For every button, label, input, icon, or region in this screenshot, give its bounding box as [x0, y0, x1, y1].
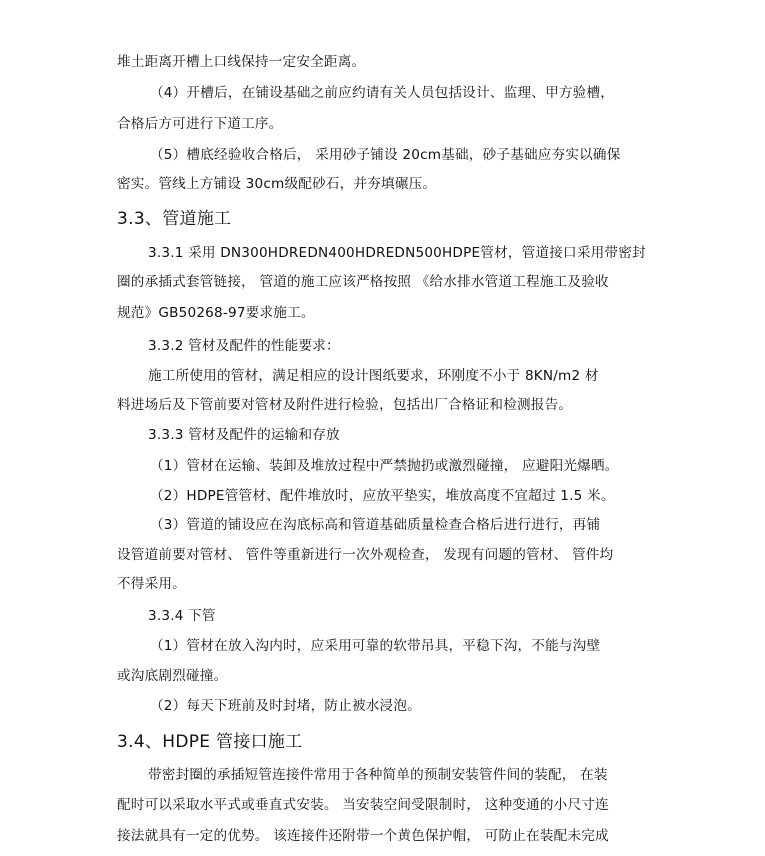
paragraph-line: （4）开槽后，在铺设基础之前应约请有关人员包括设计、监理、甲方验槽， — [150, 85, 615, 101]
subsection-title: 3.3.3 管材及配件的运输和存放 — [148, 427, 340, 443]
section-heading-3-4: 3.4、HDPE 管接口施工 — [117, 732, 303, 752]
subsection-title: 3.3.4 下管 — [148, 608, 216, 624]
paragraph-line: （2）HDPE管管材、配件堆放时，应放平垫实，堆放高度不宜超过 1.5 米。 — [150, 488, 615, 504]
paragraph-line: （1）管材在放入沟内时，应采用可靠的软带吊具，平稳下沟，不能与沟壁 — [150, 638, 601, 654]
paragraph-line: 3.3.1 采用 DN300HDREDN400HDREDN500HDPE管材，管道接口采用带密封 — [148, 245, 646, 261]
paragraph-line: 密实。管线上方铺设 30cm级配砂石，并夯填碾压。 — [117, 176, 437, 192]
paragraph-line: 不得采用。 — [117, 576, 186, 592]
paragraph-line: （1）管材在运输、装卸及堆放过程中严禁抛扔或激烈碰撞， 应避阳光爆晒。 — [150, 458, 619, 474]
subsection-title: 3.3.2 管材及配件的性能要求： — [148, 338, 340, 354]
paragraph-line: 或沟底剧烈碰撞。 — [117, 668, 228, 684]
paragraph-line: 设管道前要对管材、 管件等重新进行一次外观检查， 发现有问题的管材、 管件均 — [117, 547, 614, 563]
paragraph-line: 配时可以采取水平式或垂直式安装。 当安装空间受限制时， 这种变通的小尺寸连 — [117, 797, 609, 813]
paragraph-line: 施工所使用的管材，满足相应的设计图纸要求，环刚度不小于 8KN/m2 材 — [148, 368, 599, 384]
paragraph-line: 合格后方可进行下道工序。 — [117, 116, 283, 132]
section-heading-3-3: 3.3、管道施工 — [117, 209, 232, 229]
paragraph-line: 接法就具有一定的优势。 该连接件还附带一个黄色保护帽， 可防止在装配未完成 — [117, 828, 609, 844]
paragraph-line: 料进场后及下管前要对管材及附件进行检验，包括出厂合格证和检测报告。 — [117, 397, 573, 413]
paragraph-line: （5）槽底经验收合格后， 采用砂子铺设 20cm基础，砂子基础应夯实以确保 — [150, 147, 621, 163]
paragraph-line: （3）管道的铺设应在沟底标高和管道基础质量检查合格后进行进行，再铺 — [150, 517, 601, 533]
paragraph-line: 圈的承插式套管链接， 管道的施工应该严格按照 《给水排水管道工程施工及验收 — [117, 274, 609, 290]
paragraph-line: （2）每天下班前及时封堵，防止被水浸泡。 — [150, 698, 421, 714]
paragraph-line: 规范》GB50268-97要求施工。 — [117, 305, 315, 321]
paragraph-line: 带密封圈的承插短管连接件常用于各种简单的预制安装管件间的装配， 在装 — [148, 767, 608, 783]
paragraph-line: 堆土距离开槽上口线保持一定安全距离。 — [117, 54, 366, 70]
